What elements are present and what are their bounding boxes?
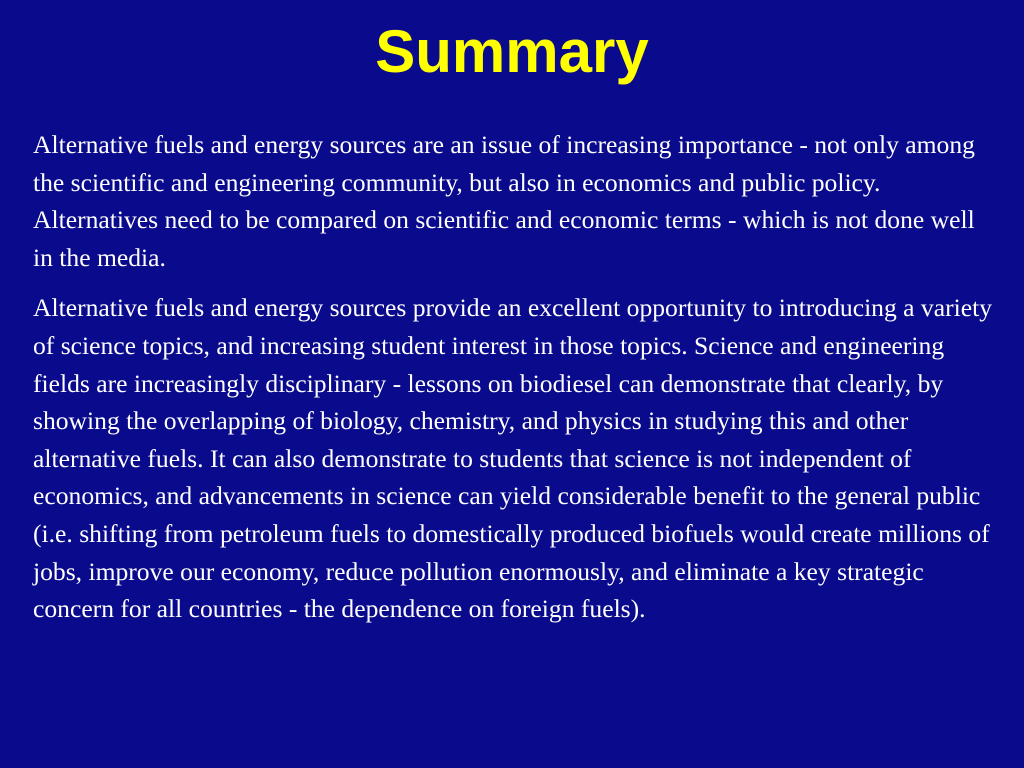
slide-title: Summary (375, 18, 649, 85)
paragraph-2: Alternative fuels and energy sources provide an excellent opportunity to introducing a variety of science topics, and increasing student interest in those topics. Science and engineering fields are increasingly disciplinary - lessons on biodiesel can demonstrate that clearly, by showing the overlapping of biology, chemistry, and physics in studying this and other alternative fuels. It can also demonstrate to students that science is not independent of economics, and advancements in science can yield considerable benefit to the general public (i.e. shifting from petroleum fuels to domestically produced biofuels would create millions of jobs, improve our economy, reduce pollution enormously, and eliminate a key strategic concern for all countries - the dependence on foreign fuels). (33, 293, 992, 624)
paragraph-1: Alternative fuels and energy sources are an issue of increasing importance - not only among the scientific and engineering community, but also in economics and public policy. Alternatives need to be compared on scientific and economic terms - which is not done well in the media. (33, 130, 975, 272)
slide-body (33, 126, 993, 641)
